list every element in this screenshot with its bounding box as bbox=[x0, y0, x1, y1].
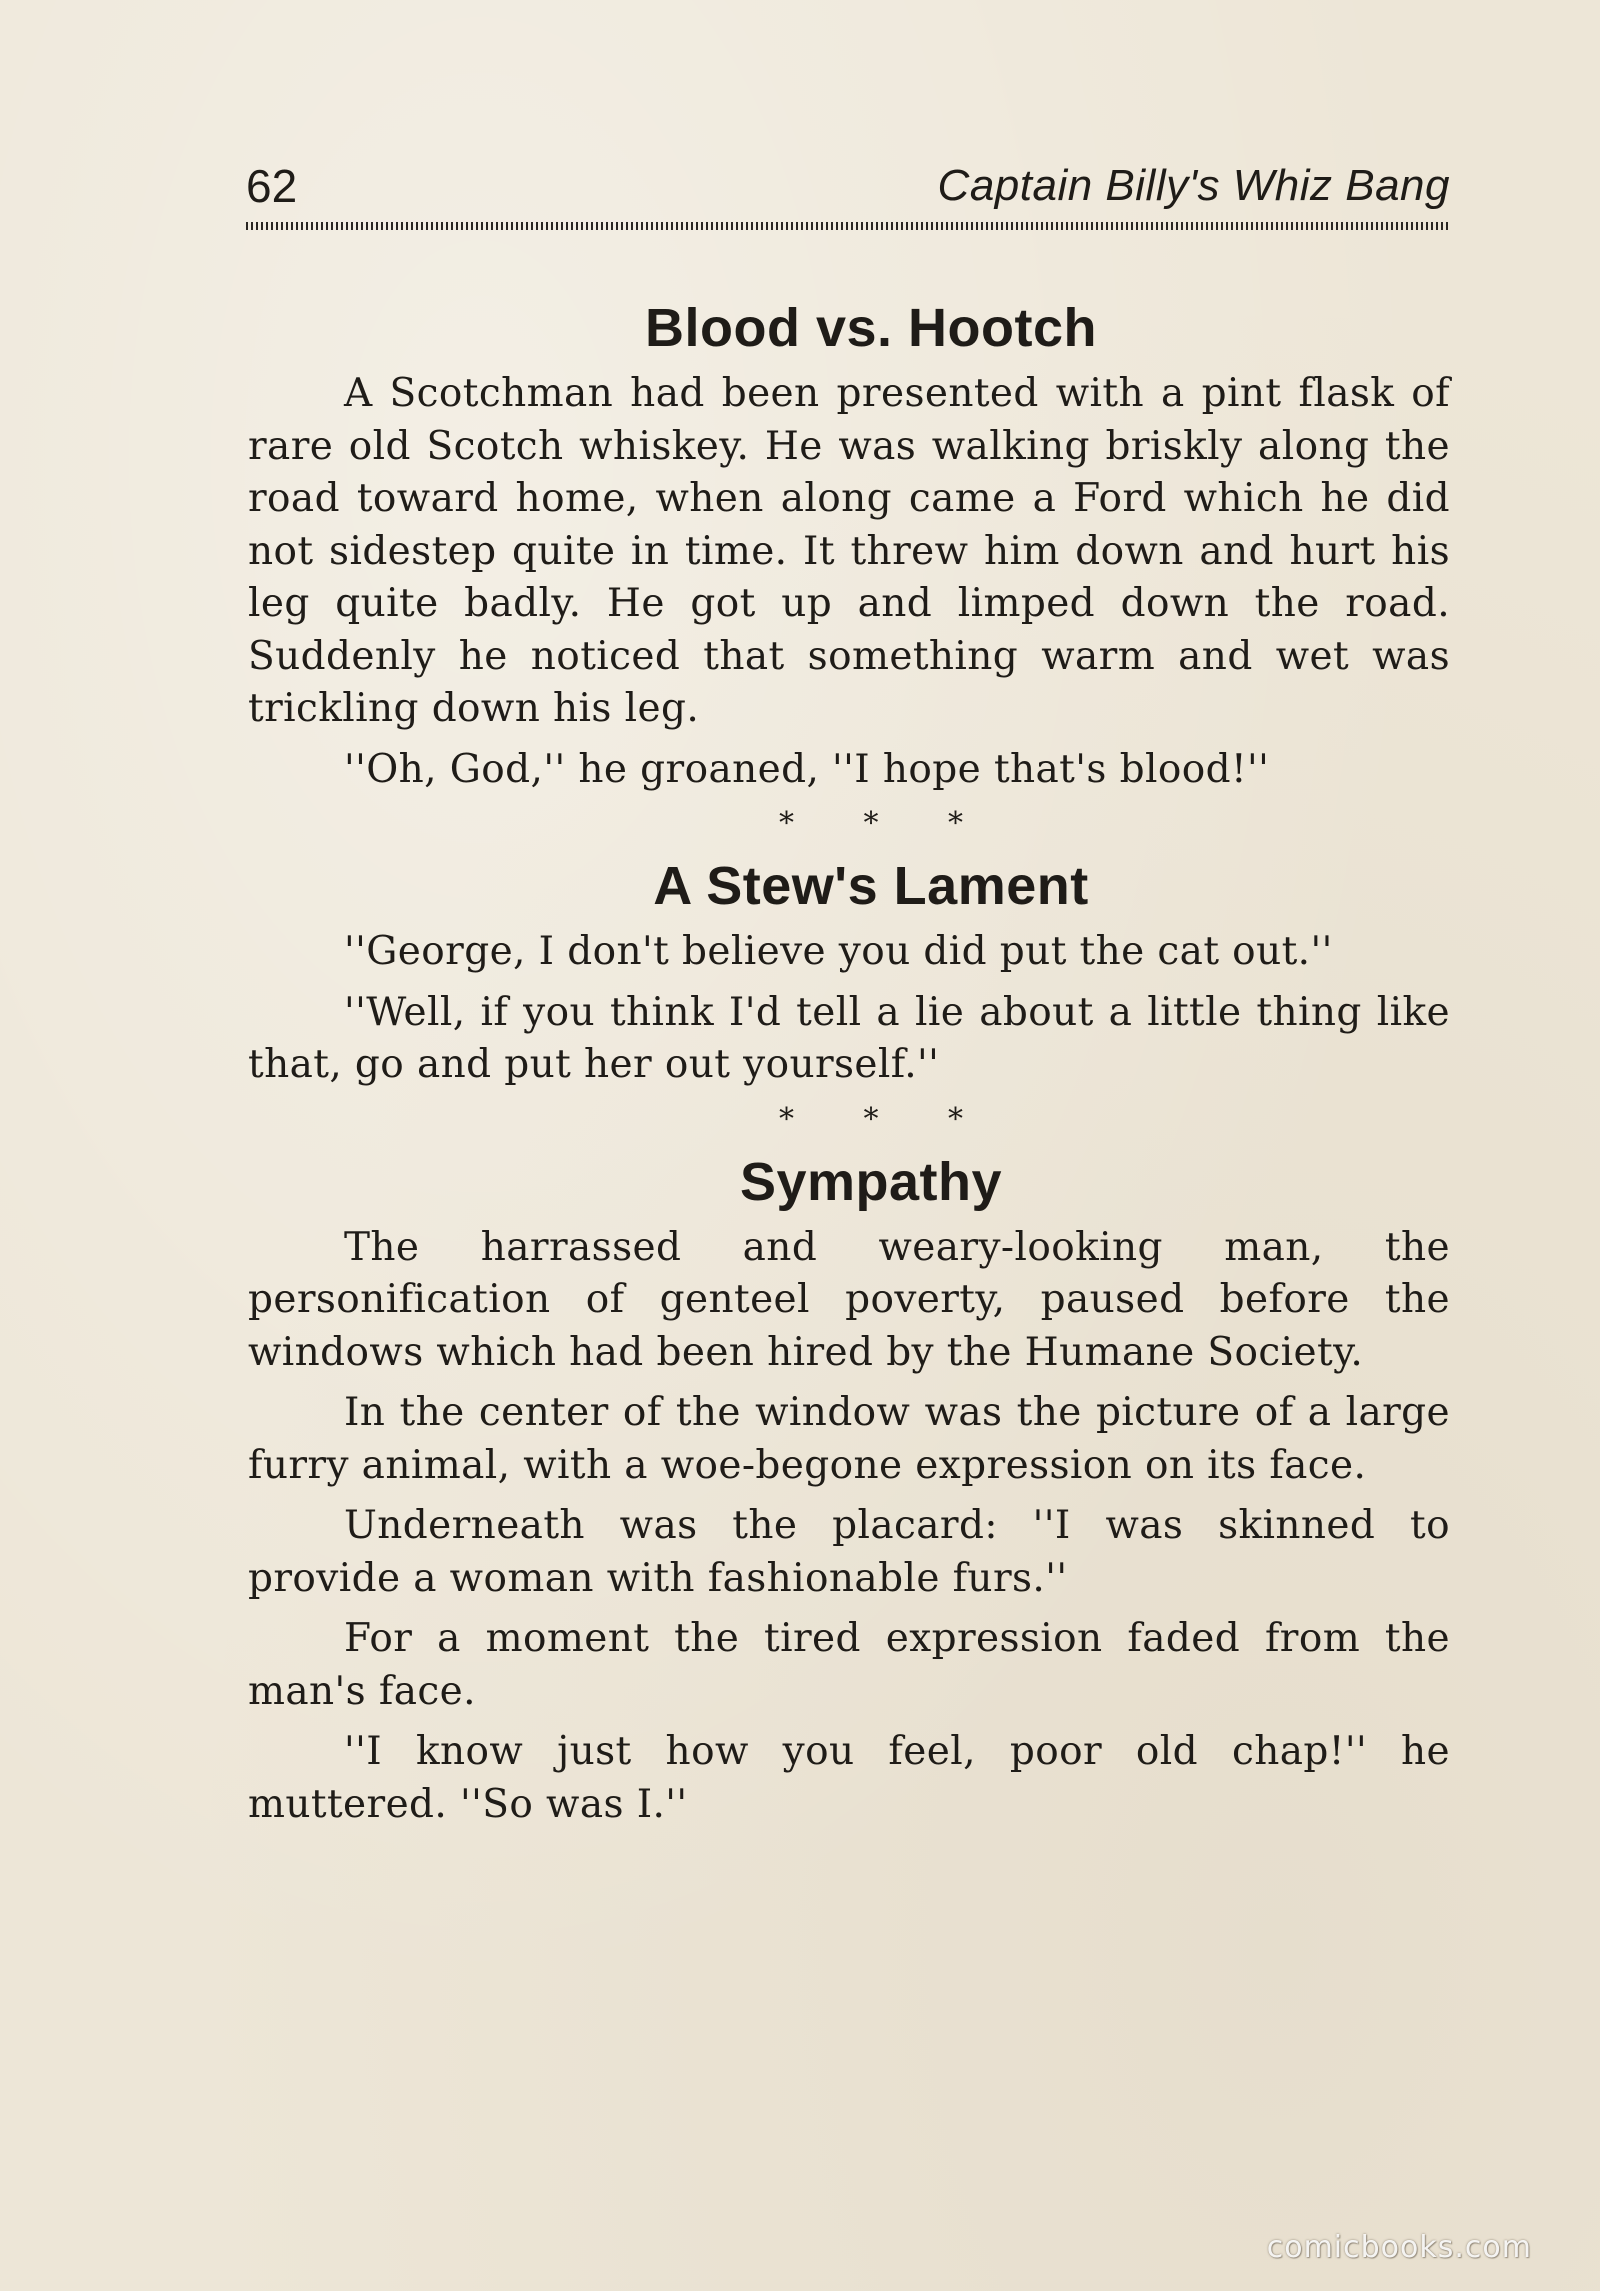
article-paragraph: In the center of the window was the picture of a large furry animal, with a woe-begone expression on its face. bbox=[248, 1390, 1450, 1488]
running-header bbox=[246, 160, 1450, 212]
section-separator bbox=[248, 806, 1450, 842]
article-blood-vs-hootch bbox=[248, 290, 1450, 796]
watermark: comicbooks.com bbox=[1266, 2230, 1532, 2265]
separator-asterisk: * bbox=[778, 1101, 794, 1137]
page-content bbox=[248, 290, 1450, 1831]
separator-asterisk: * bbox=[778, 806, 794, 841]
separator-asterisk: * bbox=[948, 806, 964, 841]
article-sympathy bbox=[248, 1144, 1450, 1832]
article-title: Sympathy bbox=[739, 1151, 1003, 1212]
article-paragraph: For a moment the tired expression faded from the man's face. bbox=[248, 1616, 1450, 1714]
header-rule bbox=[246, 222, 1450, 230]
section-separator bbox=[248, 1102, 1450, 1138]
article-paragraph: ''George, I don't believe you did put the cat out.'' bbox=[344, 929, 1333, 974]
article-paragraph: The harrassed and weary-looking man, the personification of genteel poverty, paused before the windows which had been hired by the Humane Society. bbox=[248, 1224, 1450, 1375]
article-title: A Stew's Lament bbox=[653, 856, 1089, 916]
article-a-stews-lament bbox=[248, 848, 1450, 1092]
article-paragraph: ''I know just how you feel, poor old chap!'' he muttered. ''So was I.'' bbox=[248, 1729, 1450, 1827]
article-paragraph: ''Well, if you think I'd tell a lie about a little thing like that, go and put her out yourself.'' bbox=[248, 989, 1450, 1087]
article-paragraph: ''Oh, God,'' he groaned, ''I hope that's blood!'' bbox=[344, 746, 1270, 792]
article-paragraph: A Scotchman had been presented with a pint flask of rare old Scotch whiskey. He was walking briskly along the road toward home, when along came a Ford which he did not sidestep quite in time. It threw him down and hurt his leg quite badly. He got up and limped down the road. Suddenly he noticed that something warm and wet was trickling down his leg. bbox=[248, 371, 1450, 731]
separator-asterisk: * bbox=[863, 1101, 879, 1137]
article-title: Blood vs. Hootch bbox=[645, 298, 1097, 358]
page-number: 62 bbox=[246, 160, 298, 212]
separator-asterisk: * bbox=[948, 1101, 964, 1137]
separator-asterisk: * bbox=[863, 806, 879, 841]
article-paragraph: Underneath was the placard: ''I was skinned to provide a woman with fashionable furs.'' bbox=[248, 1503, 1450, 1601]
running-title: Captain Billy's Whiz Bang bbox=[937, 161, 1450, 210]
